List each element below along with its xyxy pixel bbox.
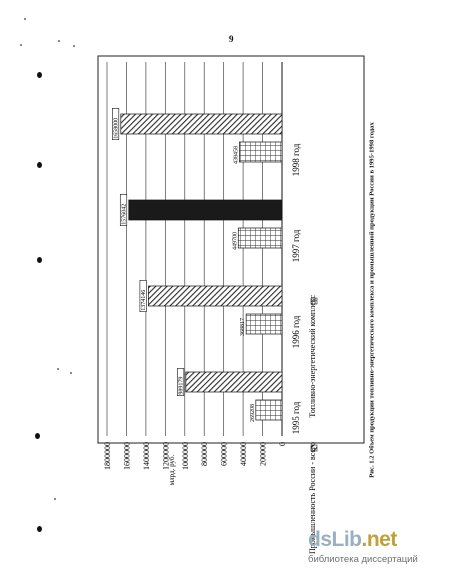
y-tick-label: 600000 bbox=[219, 442, 229, 466]
category-label: 1996 год bbox=[291, 315, 301, 349]
legend bbox=[308, 295, 317, 554]
watermark-logo bbox=[308, 528, 448, 568]
y-axis-label: млрд. руб. bbox=[168, 454, 176, 486]
legend-label-fuel-energy: Топливно-энергетический комплекс bbox=[308, 295, 317, 418]
page-number: 9 bbox=[229, 34, 234, 44]
value-label-industry: 1374146 bbox=[140, 289, 147, 311]
y-axis-tick-labels bbox=[103, 442, 287, 470]
y-tick-label: 200000 bbox=[258, 442, 268, 466]
y-tick-label: 1200000 bbox=[161, 442, 171, 470]
bars bbox=[121, 114, 282, 420]
bar-fuel-energy bbox=[246, 314, 282, 334]
y-tick-label: 1600000 bbox=[122, 442, 132, 470]
y-tick-label: 1800000 bbox=[103, 442, 112, 470]
watermark-subtitle: библиотека диссертаций bbox=[308, 554, 418, 565]
legend-label-industry: Промышленность России - всего bbox=[308, 442, 317, 555]
watermark-wordmark-main: dsLib bbox=[308, 528, 362, 551]
bar-industry bbox=[186, 372, 282, 392]
watermark-wordmark bbox=[308, 528, 397, 552]
value-label-fuel-energy: 368817 bbox=[240, 318, 247, 336]
figure-caption: Рис. 1.2 Объем продукции топливно-энергетического комплекса и промышленной продукции России в 1995-1998 годах bbox=[368, 122, 376, 478]
bar-industry bbox=[129, 200, 282, 220]
value-label-industry: 1576042 bbox=[121, 203, 128, 225]
x-axis-category-labels bbox=[291, 143, 301, 434]
y-tick-label: 1000000 bbox=[180, 442, 190, 470]
category-label: 1995 год bbox=[291, 401, 301, 435]
value-label-fuel-energy: 438458 bbox=[233, 146, 240, 164]
y-tick-label: 0 bbox=[278, 442, 287, 446]
value-label-industry: 1658000 bbox=[113, 117, 120, 139]
bar-fuel-energy bbox=[256, 400, 282, 420]
category-label: 1998 год bbox=[291, 143, 301, 177]
y-tick-label: 1400000 bbox=[141, 442, 151, 470]
bar-fuel-energy bbox=[238, 228, 282, 248]
bar-industry bbox=[148, 286, 282, 306]
value-label-industry: 989179 bbox=[178, 376, 185, 395]
category-label: 1997 год bbox=[291, 229, 301, 263]
y-tick-label: 400000 bbox=[239, 442, 249, 466]
bar-industry bbox=[121, 114, 282, 134]
value-label-fuel-energy: 449700 bbox=[232, 232, 239, 250]
watermark-wordmark-accent: .net bbox=[361, 528, 397, 551]
bar-fuel-energy bbox=[239, 142, 282, 162]
value-label-fuel-energy: 269208 bbox=[249, 404, 256, 422]
y-tick-label: 800000 bbox=[200, 442, 210, 466]
